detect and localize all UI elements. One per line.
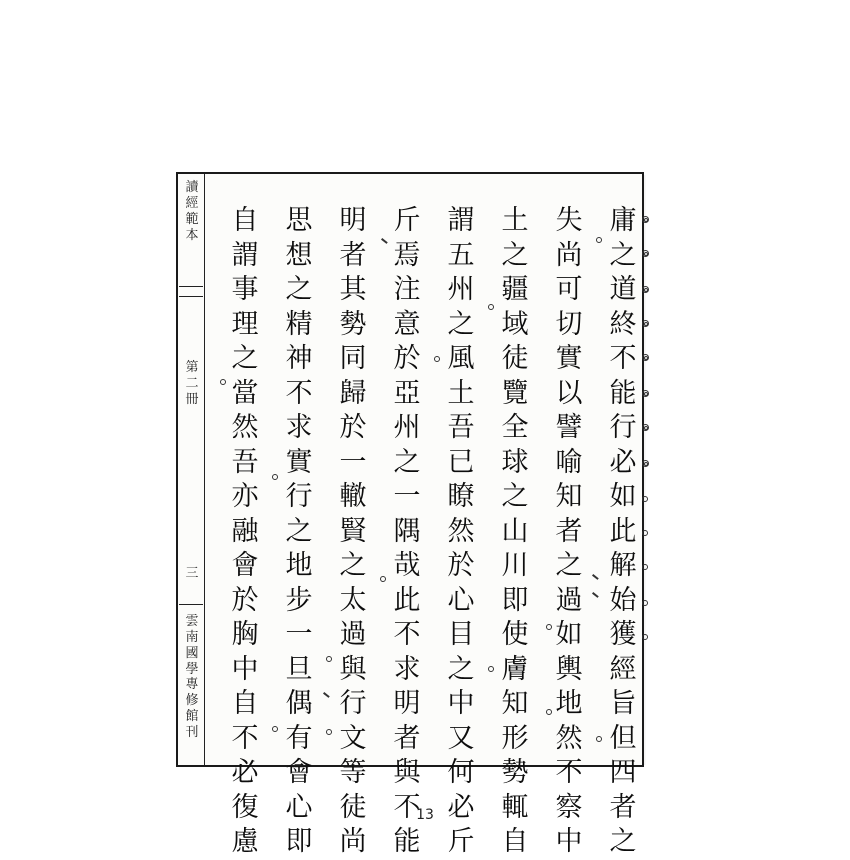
text-character: 心: [285, 791, 313, 823]
text-character: 精: [285, 308, 313, 340]
text-character: 不: [231, 722, 259, 754]
text-character: 州: [447, 274, 475, 305]
text-character: 謂: [231, 239, 259, 271]
punctuation-circle: [546, 709, 552, 715]
text-character: 之: [231, 343, 259, 374]
text-character: 焉: [393, 239, 421, 271]
text-character: 然: [447, 515, 475, 547]
text-character: 旨: [609, 688, 637, 719]
margin-character: 館: [185, 709, 199, 725]
text-column: [228, 204, 262, 860]
text-character: 之: [393, 446, 421, 478]
text-character: 自: [501, 826, 529, 857]
text-character: 不: [285, 377, 313, 409]
text-character: 必: [447, 791, 475, 823]
text-character: 以: [555, 377, 583, 409]
text-character: 與: [393, 757, 421, 788]
text-character: 獲: [609, 619, 637, 650]
text-character: 球: [501, 446, 529, 478]
text-character: 目: [447, 619, 475, 650]
text-character: 域: [501, 308, 529, 340]
text-character: 自: [231, 205, 259, 236]
text-character: 思: [285, 205, 313, 236]
text-character: 切: [555, 308, 583, 340]
punctuation-circle: [220, 379, 226, 385]
text-character: 川: [501, 550, 529, 581]
text-character: 一: [339, 446, 367, 478]
text-character: 吾: [447, 412, 475, 443]
text-character: 求: [393, 653, 421, 685]
text-character: 賢: [339, 515, 367, 547]
fish-tail-rule: [179, 286, 203, 287]
text-character: 然: [231, 412, 259, 443]
text-character: 轍: [339, 481, 367, 512]
text-character: 旦: [285, 653, 313, 685]
punctuation-circle: [326, 729, 332, 735]
text-character: 會: [231, 550, 259, 581]
fish-tail-rule: [179, 604, 203, 605]
emphasis-mark: [642, 390, 649, 397]
punctuation-tick: [592, 592, 598, 598]
text-character: 明: [339, 205, 367, 236]
text-character: 膚: [501, 653, 529, 685]
punctuation-circle: [596, 237, 602, 243]
text-character: 之: [285, 515, 313, 547]
text-character: 輿: [555, 653, 583, 685]
text-character: 如: [609, 481, 637, 512]
text-character: 此: [393, 584, 421, 616]
punctuation-circle: [380, 576, 386, 582]
text-character: 實: [285, 446, 313, 478]
text-character: 譬: [555, 412, 583, 443]
text-column: [282, 204, 316, 860]
text-character: 勢: [339, 308, 367, 340]
text-character: 慮: [231, 826, 259, 857]
page-number: 13: [416, 807, 434, 823]
text-character: 尚: [339, 826, 367, 857]
text-character: 意: [393, 308, 421, 340]
text-character: 事: [231, 274, 259, 305]
text-character: 當: [231, 377, 259, 409]
punctuation-circle: [596, 736, 602, 742]
margin-character: 經: [185, 195, 199, 211]
text-character: 斤: [447, 826, 475, 857]
text-character: 知: [501, 688, 529, 719]
margin-character: 國: [185, 645, 199, 661]
text-character: 一: [393, 481, 421, 512]
text-character: 終: [609, 308, 637, 340]
emphasis-mark: [642, 286, 649, 293]
margin-rule: [204, 174, 205, 765]
text-character: 亦: [231, 481, 259, 512]
publisher-label: [181, 614, 203, 741]
text-character: 地: [555, 688, 583, 719]
text-character: 行: [285, 481, 313, 512]
text-character: 必: [609, 446, 637, 478]
emphasis-mark: [642, 216, 649, 223]
text-character: 風: [447, 343, 475, 374]
text-column: [552, 204, 586, 860]
text-column: [606, 204, 640, 860]
emphasis-mark: [642, 496, 648, 502]
book-title: [181, 180, 203, 243]
emphasis-mark: [642, 600, 648, 606]
text-character: 始: [609, 584, 637, 616]
text-character: 之: [501, 481, 529, 512]
text-character: 使: [501, 619, 529, 650]
text-character: 察: [555, 791, 583, 823]
punctuation-tick: [381, 238, 387, 244]
emphasis-mark: [642, 564, 648, 570]
text-character: 者: [555, 515, 583, 547]
text-character: 神: [285, 343, 313, 374]
text-character: 中: [231, 653, 259, 685]
text-character: 其: [339, 274, 367, 305]
text-character: 知: [555, 481, 583, 512]
text-character: 不: [393, 619, 421, 650]
margin-character: 修: [185, 693, 199, 709]
text-character: 於: [231, 584, 259, 616]
margin-character: 二: [185, 375, 199, 391]
text-character: 失: [555, 205, 583, 236]
text-character: 輒: [501, 791, 529, 823]
text-character: 理: [231, 308, 259, 340]
emphasis-mark: [642, 320, 649, 327]
text-character: 過: [555, 584, 583, 616]
text-character: 經: [609, 653, 637, 685]
emphasis-mark: [642, 250, 649, 257]
text-character: 地: [285, 550, 313, 581]
text-character: 全: [501, 412, 529, 443]
text-character: 但: [609, 722, 637, 754]
text-character: 吾: [231, 446, 259, 478]
text-character: 之: [447, 308, 475, 340]
text-character: 復: [231, 791, 259, 823]
text-character: 明: [393, 688, 421, 719]
text-column: [336, 204, 370, 860]
margin-character: 讀: [185, 180, 199, 195]
text-character: 與: [339, 653, 367, 685]
margin-character: 學: [185, 661, 199, 677]
text-character: 四: [609, 757, 637, 788]
punctuation-circle: [488, 304, 494, 310]
text-character: 隅: [393, 515, 421, 547]
text-character: 過: [339, 619, 367, 650]
text-character: 之: [501, 239, 529, 271]
text-character: 自: [231, 688, 259, 719]
text-character: 能: [393, 826, 421, 857]
text-character: 中: [447, 688, 475, 719]
text-character: 道: [609, 274, 637, 305]
text-character: 山: [501, 515, 529, 547]
text-character: 形: [501, 722, 529, 754]
text-column: [390, 204, 424, 860]
text-character: 不: [609, 343, 637, 374]
punctuation-circle: [326, 656, 332, 662]
text-character: 注: [393, 274, 421, 305]
text-character: 太: [339, 584, 367, 616]
text-character: 然: [555, 722, 583, 754]
volume-label: [181, 360, 203, 408]
text-character: 於: [447, 550, 475, 581]
punctuation-circle: [272, 474, 278, 480]
text-character: 徒: [339, 791, 367, 823]
text-character: 覽: [501, 377, 529, 409]
punctuation-circle: [488, 666, 494, 672]
text-character: 實: [555, 343, 583, 374]
margin-character: 雲: [185, 614, 199, 629]
emphasis-mark: [642, 354, 649, 361]
text-character: 歸: [339, 377, 367, 409]
text-character: 勢: [501, 757, 529, 788]
text-character: 哉: [393, 550, 421, 581]
text-character: 何: [447, 757, 475, 788]
text-character: 五: [447, 239, 475, 271]
text-character: 必: [231, 757, 259, 788]
margin-character: 第: [185, 360, 199, 375]
punctuation-circle: [272, 726, 278, 732]
text-character: 行: [609, 412, 637, 443]
emphasis-mark: [642, 424, 649, 431]
text-character: 土: [501, 205, 529, 236]
text-character: 同: [339, 343, 367, 374]
text-character: 等: [339, 757, 367, 788]
text-character: 解: [609, 550, 637, 581]
text-character: 者: [609, 791, 637, 823]
text-character: 可: [555, 274, 583, 305]
margin-character: 刊: [185, 725, 199, 741]
margin-character: 三: [185, 566, 199, 581]
text-character: 者: [393, 722, 421, 754]
text-character: 文: [339, 722, 367, 754]
text-character: 土: [447, 377, 475, 409]
text-character: 心: [447, 584, 475, 616]
text-character: 想: [285, 239, 313, 271]
text-character: 者: [339, 239, 367, 271]
text-column: [444, 204, 478, 860]
text-character: 已: [447, 446, 475, 478]
text-character: 謂: [447, 205, 475, 236]
punctuation-circle: [434, 356, 440, 362]
margin-character: 南: [185, 629, 199, 645]
text-character: 胸: [231, 619, 259, 650]
text-character: 有: [285, 722, 313, 754]
margin-character: 範: [185, 211, 199, 227]
text-character: 此: [609, 515, 637, 547]
text-character: 中: [555, 826, 583, 857]
text-character: 步: [285, 584, 313, 616]
leaf-number: [181, 566, 203, 582]
text-character: 疆: [501, 274, 529, 305]
text-character: 庸: [609, 205, 637, 236]
margin-character: 本: [185, 227, 199, 243]
text-character: 之: [609, 239, 637, 271]
text-character: 尚: [555, 239, 583, 271]
text-character: 州: [393, 412, 421, 443]
fish-tail-rule: [179, 296, 203, 297]
emphasis-mark: [642, 530, 648, 536]
margin-character: 冊: [185, 391, 199, 407]
text-character: 會: [285, 757, 313, 788]
margin-character: 專: [185, 677, 199, 693]
text-character: 能: [609, 377, 637, 409]
text-character: 之: [285, 274, 313, 305]
text-column: [498, 204, 532, 860]
emphasis-mark: [642, 634, 648, 640]
text-character: 不: [393, 791, 421, 823]
text-character: 徒: [501, 343, 529, 374]
text-character: 之: [339, 550, 367, 581]
text-character: 喻: [555, 446, 583, 478]
punctuation-circle: [546, 624, 552, 630]
text-character: 求: [285, 412, 313, 443]
text-character: 即: [501, 584, 529, 616]
punctuation-tick: [323, 692, 329, 698]
text-character: 亞: [393, 377, 421, 409]
text-character: 於: [393, 343, 421, 374]
text-character: 行: [339, 688, 367, 719]
text-character: 瞭: [447, 481, 475, 512]
text-character: 於: [339, 412, 367, 443]
text-character: 之: [447, 653, 475, 685]
text-character: 如: [555, 619, 583, 650]
text-character: 不: [555, 757, 583, 788]
text-character: 融: [231, 515, 259, 547]
text-character: 斤: [393, 205, 421, 236]
text-character: 偶: [285, 688, 313, 719]
text-character: 之: [555, 550, 583, 581]
text-character: 一: [285, 619, 313, 650]
punctuation-tick: [592, 574, 598, 580]
text-character: 又: [447, 722, 475, 754]
text-character: 即: [285, 826, 313, 857]
text-character: 之: [609, 826, 637, 857]
emphasis-mark: [642, 460, 649, 467]
